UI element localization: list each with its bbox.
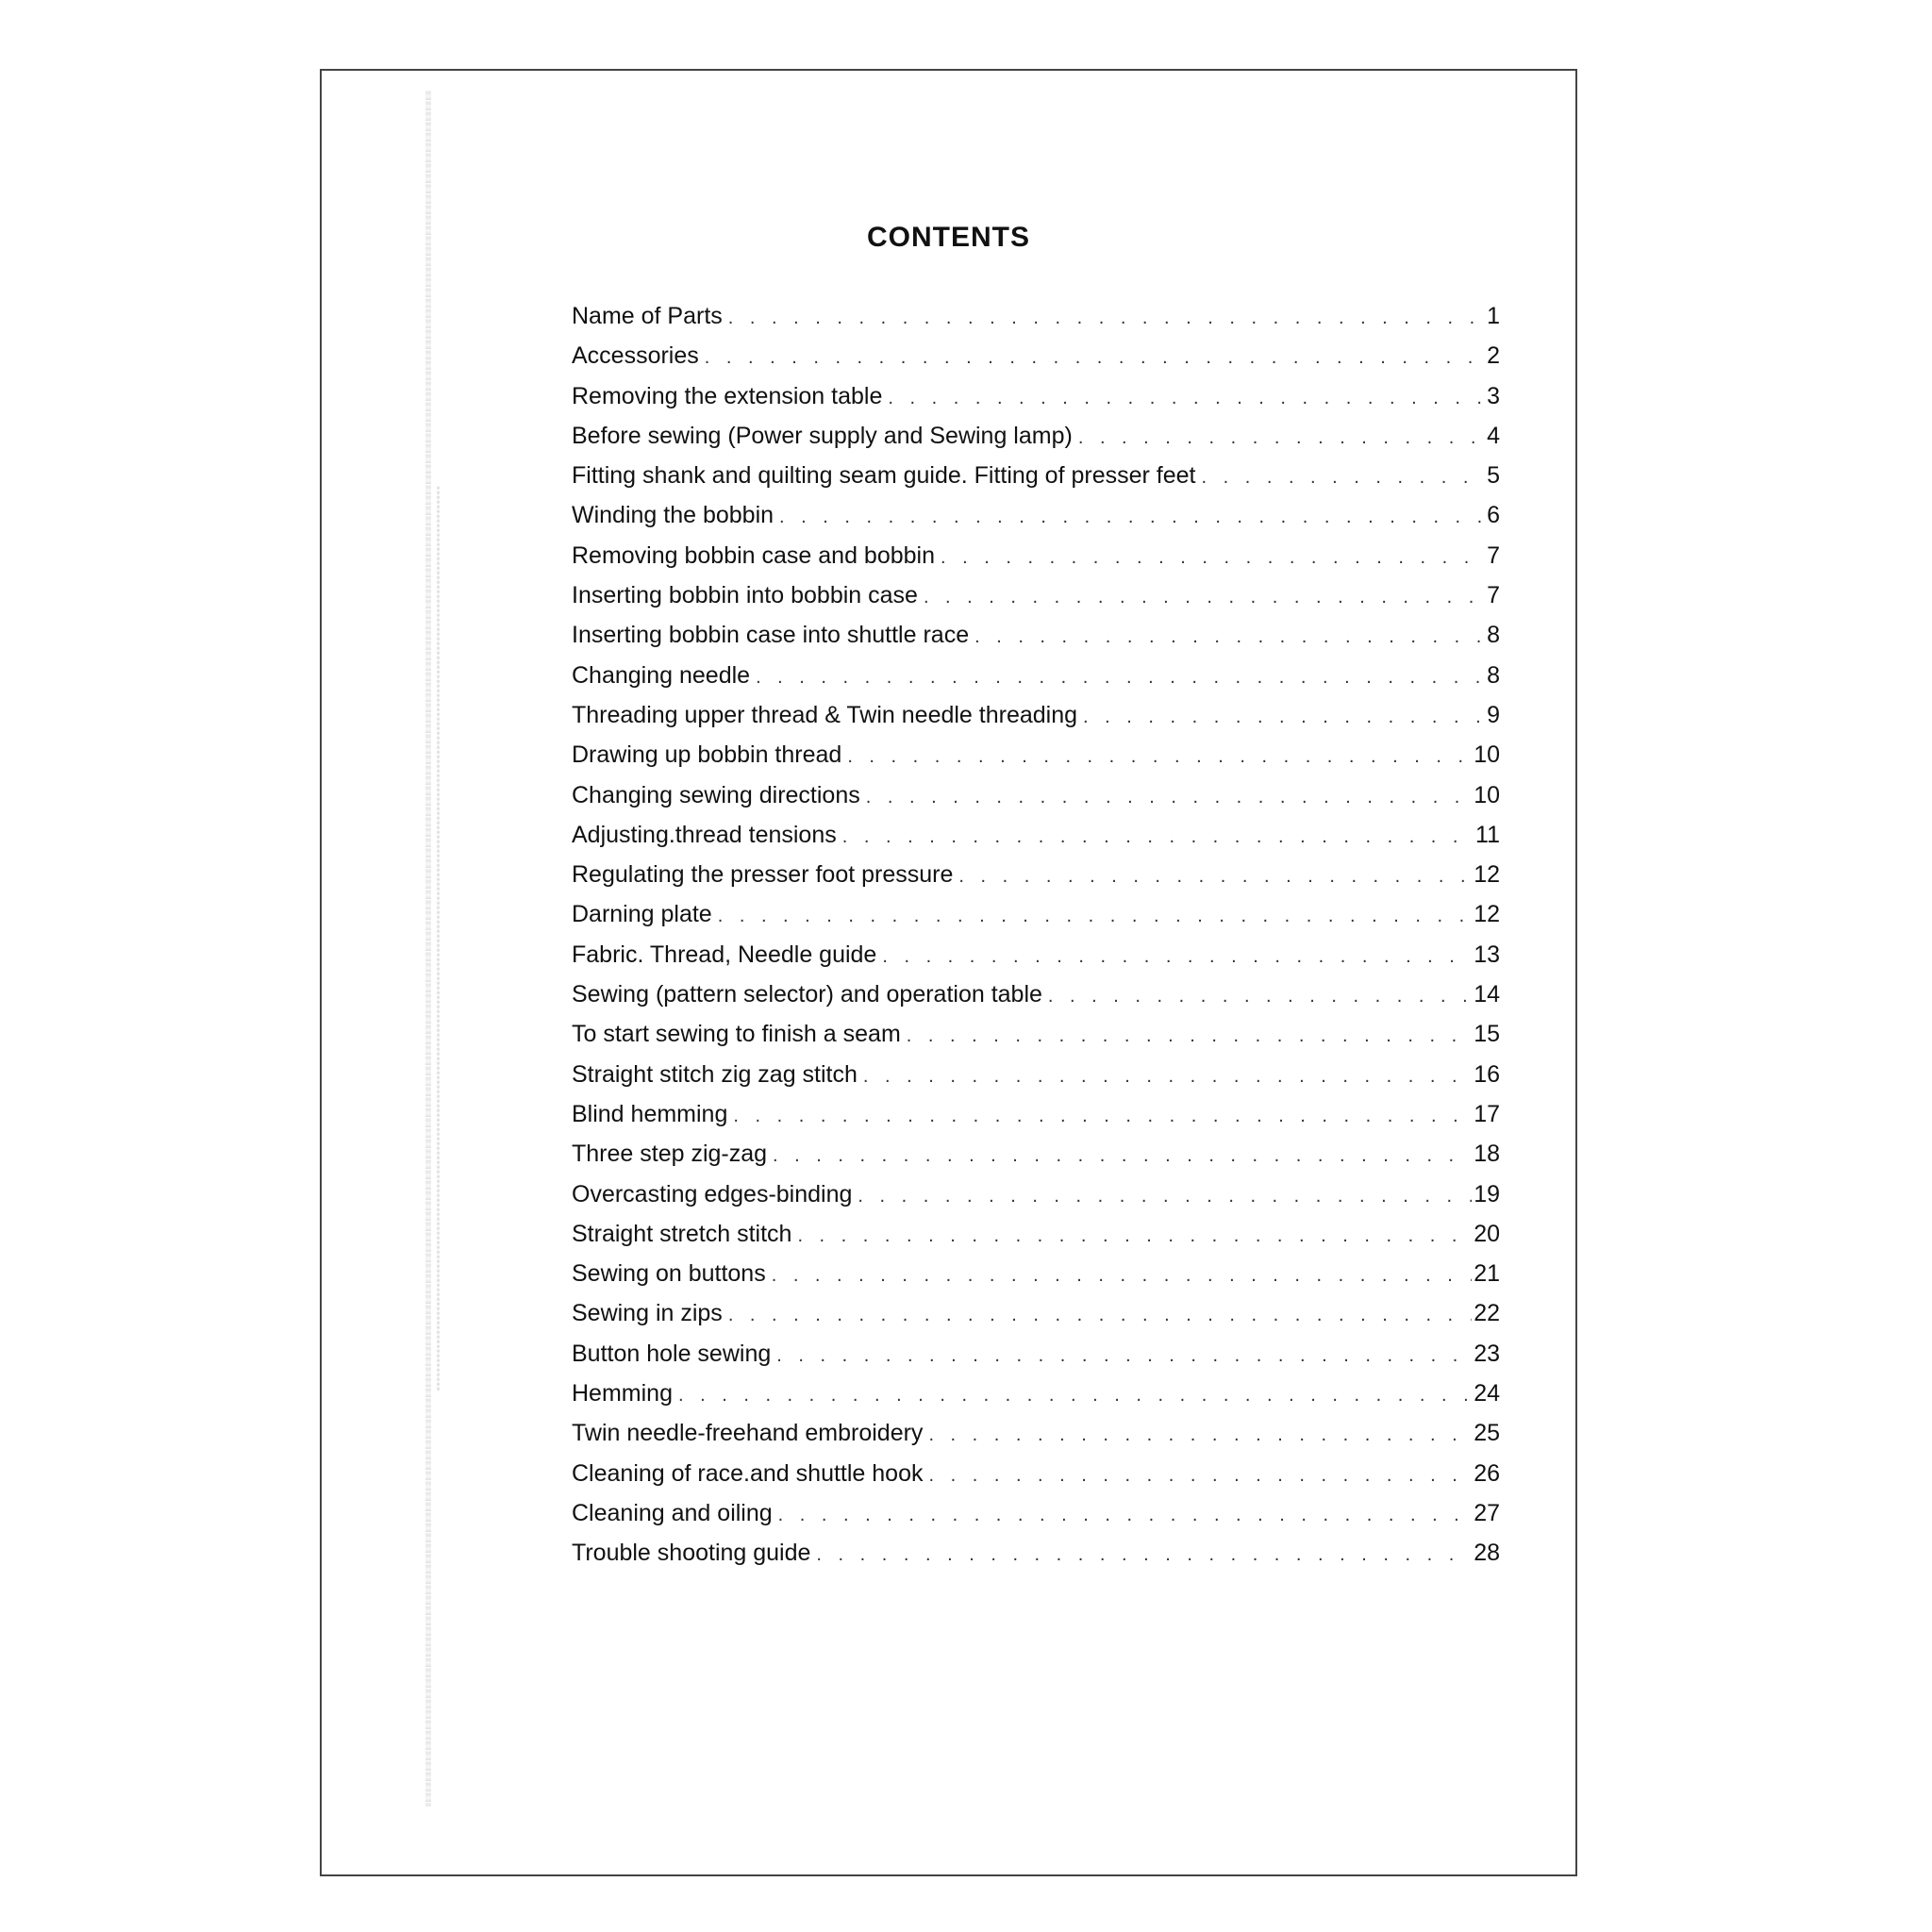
toc-entry-label: Twin needle-freehand embroidery [572, 1420, 924, 1447]
toc-entry-label: Fabric. Thread, Needle guide [572, 941, 877, 968]
toc-entry-page-number: 9 [1487, 701, 1500, 728]
toc-leader-dots [776, 1345, 1472, 1367]
toc-leader-dots [858, 1186, 1472, 1208]
toc-leader-dots [866, 787, 1472, 808]
toc-entry-page-number: 7 [1487, 582, 1500, 609]
toc-entry [572, 662, 1500, 702]
toc-leader-dots [974, 626, 1485, 648]
toc-leader-dots [756, 667, 1485, 689]
toc-entry [572, 782, 1500, 822]
toc-entry [572, 303, 1500, 342]
toc-leader-dots [928, 1465, 1472, 1487]
toc-entry-page-number: 11 [1475, 821, 1500, 848]
toc-entry-label: Hemming [572, 1380, 673, 1407]
toc-entry-label: Threading upper thread & Twin needle threading [572, 701, 1078, 728]
toc-entry-page-number: 19 [1474, 1180, 1500, 1208]
toc-entry-page-number: 28 [1474, 1540, 1500, 1567]
toc-leader-dots [958, 866, 1472, 888]
toc-entry-page-number: 13 [1474, 941, 1500, 968]
scan-binding-shadow-inner [437, 486, 440, 1391]
toc-leader-dots [797, 1225, 1472, 1247]
toc-leader-dots [842, 826, 1474, 848]
toc-entry-page-number: 22 [1474, 1300, 1500, 1327]
toc-entry-label: Before sewing (Power supply and Sewing lamp) [572, 422, 1073, 449]
toc-leader-dots [863, 1066, 1472, 1088]
toc-leader-dots [847, 746, 1472, 768]
toc-leader-dots [816, 1544, 1472, 1566]
toc-entry-label: Sewing on buttons [572, 1260, 766, 1288]
toc-entry-label: Straight stitch zig zag stitch [572, 1060, 858, 1088]
toc-entry-page-number: 1 [1487, 303, 1500, 329]
toc-entry-label: To start sewing to finish a seam [572, 1021, 901, 1048]
toc-entry-page-number: 2 [1487, 342, 1500, 370]
toc-entry [572, 981, 1500, 1021]
toc-entry-label: Changing needle [572, 661, 751, 689]
toc-entry [572, 861, 1500, 901]
toc-entry-page-number: 20 [1474, 1220, 1500, 1247]
toc-entry-page-number: 25 [1474, 1420, 1500, 1447]
toc-entry [572, 1540, 1500, 1579]
toc-leader-dots [1078, 427, 1485, 449]
toc-leader-dots [1201, 467, 1485, 489]
toc-entry-page-number: 10 [1474, 781, 1500, 808]
toc-entry [572, 1380, 1500, 1420]
toc-entry-label: Cleaning of race.and shuttle hook [572, 1459, 924, 1487]
table-of-contents [572, 303, 1500, 1580]
page-title: CONTENTS [867, 222, 1030, 253]
toc-leader-dots [907, 1025, 1472, 1047]
toc-entry-page-number: 8 [1487, 622, 1500, 649]
toc-entry-label: Fitting shank and quilting seam guide. Fitting of presser feet [572, 462, 1196, 490]
toc-leader-dots [773, 1145, 1472, 1167]
toc-entry [572, 462, 1500, 502]
toc-entry-page-number: 27 [1474, 1499, 1500, 1526]
toc-entry [572, 702, 1500, 741]
toc-entry [572, 822, 1500, 861]
toc-entry-label: Removing the extension table [572, 382, 883, 409]
toc-entry [572, 1260, 1500, 1300]
toc-entry [572, 901, 1500, 941]
toc-entry-page-number: 24 [1474, 1380, 1500, 1407]
toc-entry-label: Accessories [572, 342, 699, 370]
toc-leader-dots [1048, 986, 1472, 1008]
toc-entry-page-number: 12 [1474, 861, 1500, 889]
toc-entry-page-number: 16 [1474, 1060, 1500, 1088]
toc-entry-label: Drawing up bobbin thread [572, 741, 842, 769]
toc-entry [572, 622, 1500, 661]
toc-entry-page-number: 5 [1487, 462, 1500, 490]
toc-entry-label: Darning plate [572, 901, 712, 928]
toc-entry-page-number: 7 [1487, 541, 1500, 569]
toc-entry [572, 1061, 1500, 1101]
toc-entry [572, 1101, 1500, 1141]
toc-entry [572, 582, 1500, 622]
toc-entry [572, 342, 1500, 382]
toc-entry-page-number: 6 [1487, 502, 1500, 529]
toc-entry-label: Winding the bobbin [572, 502, 774, 529]
scan-binding-shadow [425, 90, 431, 1807]
toc-leader-dots [779, 507, 1485, 528]
toc-leader-dots [728, 1305, 1472, 1326]
toc-leader-dots [882, 946, 1472, 968]
toc-entry-label: Straight stretch stitch [572, 1220, 792, 1247]
toc-entry-label: Inserting bobbin into bobbin case [572, 582, 918, 609]
toc-leader-dots [718, 906, 1472, 927]
toc-entry [572, 542, 1500, 582]
toc-entry-page-number: 3 [1487, 382, 1500, 409]
toc-entry-page-number: 14 [1474, 981, 1500, 1008]
toc-entry-page-number: 18 [1474, 1141, 1500, 1168]
toc-leader-dots [728, 308, 1485, 329]
toc-entry-page-number: 10 [1474, 741, 1500, 769]
toc-entry-page-number: 21 [1474, 1260, 1500, 1288]
toc-entry-label: Sewing (pattern selector) and operation table [572, 981, 1042, 1008]
toc-entry [572, 1420, 1500, 1459]
toc-leader-dots [705, 347, 1485, 369]
toc-entry-label: Name of Parts [572, 303, 723, 329]
toc-entry-page-number: 8 [1487, 661, 1500, 689]
toc-entry-label: Adjusting.thread tensions [572, 821, 837, 848]
toc-leader-dots [1083, 707, 1485, 728]
toc-entry-page-number: 12 [1474, 901, 1500, 928]
toc-entry [572, 1141, 1500, 1180]
toc-entry [572, 1341, 1500, 1380]
toc-entry-page-number: 23 [1474, 1340, 1500, 1367]
toc-leader-dots [778, 1505, 1473, 1526]
toc-entry-label: Removing bobbin case and bobbin [572, 541, 935, 569]
toc-entry [572, 941, 1500, 981]
toc-entry-label: Sewing in zips [572, 1300, 723, 1327]
document-page [320, 69, 1577, 1876]
toc-entry-label: Inserting bobbin case into shuttle race [572, 622, 970, 649]
toc-entry-label: Overcasting edges-binding [572, 1180, 853, 1208]
toc-entry [572, 1181, 1500, 1221]
toc-entry-label: Three step zig-zag [572, 1141, 768, 1168]
toc-entry [572, 1021, 1500, 1060]
toc-entry-page-number: 17 [1474, 1100, 1500, 1127]
toc-leader-dots [772, 1265, 1472, 1287]
toc-leader-dots [888, 388, 1485, 409]
toc-leader-dots [678, 1385, 1472, 1407]
toc-entry-page-number: 4 [1487, 422, 1500, 449]
toc-entry [572, 1221, 1500, 1260]
toc-entry-label: Trouble shooting guide [572, 1540, 811, 1567]
toc-entry-label: Changing sewing directions [572, 781, 860, 808]
toc-entry [572, 1300, 1500, 1340]
toc-entry-page-number: 15 [1474, 1021, 1500, 1048]
toc-entry-page-number: 26 [1474, 1459, 1500, 1487]
toc-entry [572, 383, 1500, 423]
toc-entry [572, 1460, 1500, 1500]
toc-entry [572, 502, 1500, 541]
toc-entry-label: Blind hemming [572, 1100, 728, 1127]
toc-entry [572, 1500, 1500, 1540]
toc-leader-dots [928, 1424, 1472, 1446]
toc-leader-dots [733, 1106, 1472, 1127]
toc-entry-label: Button hole sewing [572, 1340, 772, 1367]
toc-entry-label: Cleaning and oiling [572, 1499, 773, 1526]
toc-entry-label: Regulating the presser foot pressure [572, 861, 954, 889]
toc-entry [572, 741, 1500, 781]
toc-entry [572, 423, 1500, 462]
toc-leader-dots [924, 587, 1485, 608]
toc-leader-dots [941, 547, 1485, 569]
